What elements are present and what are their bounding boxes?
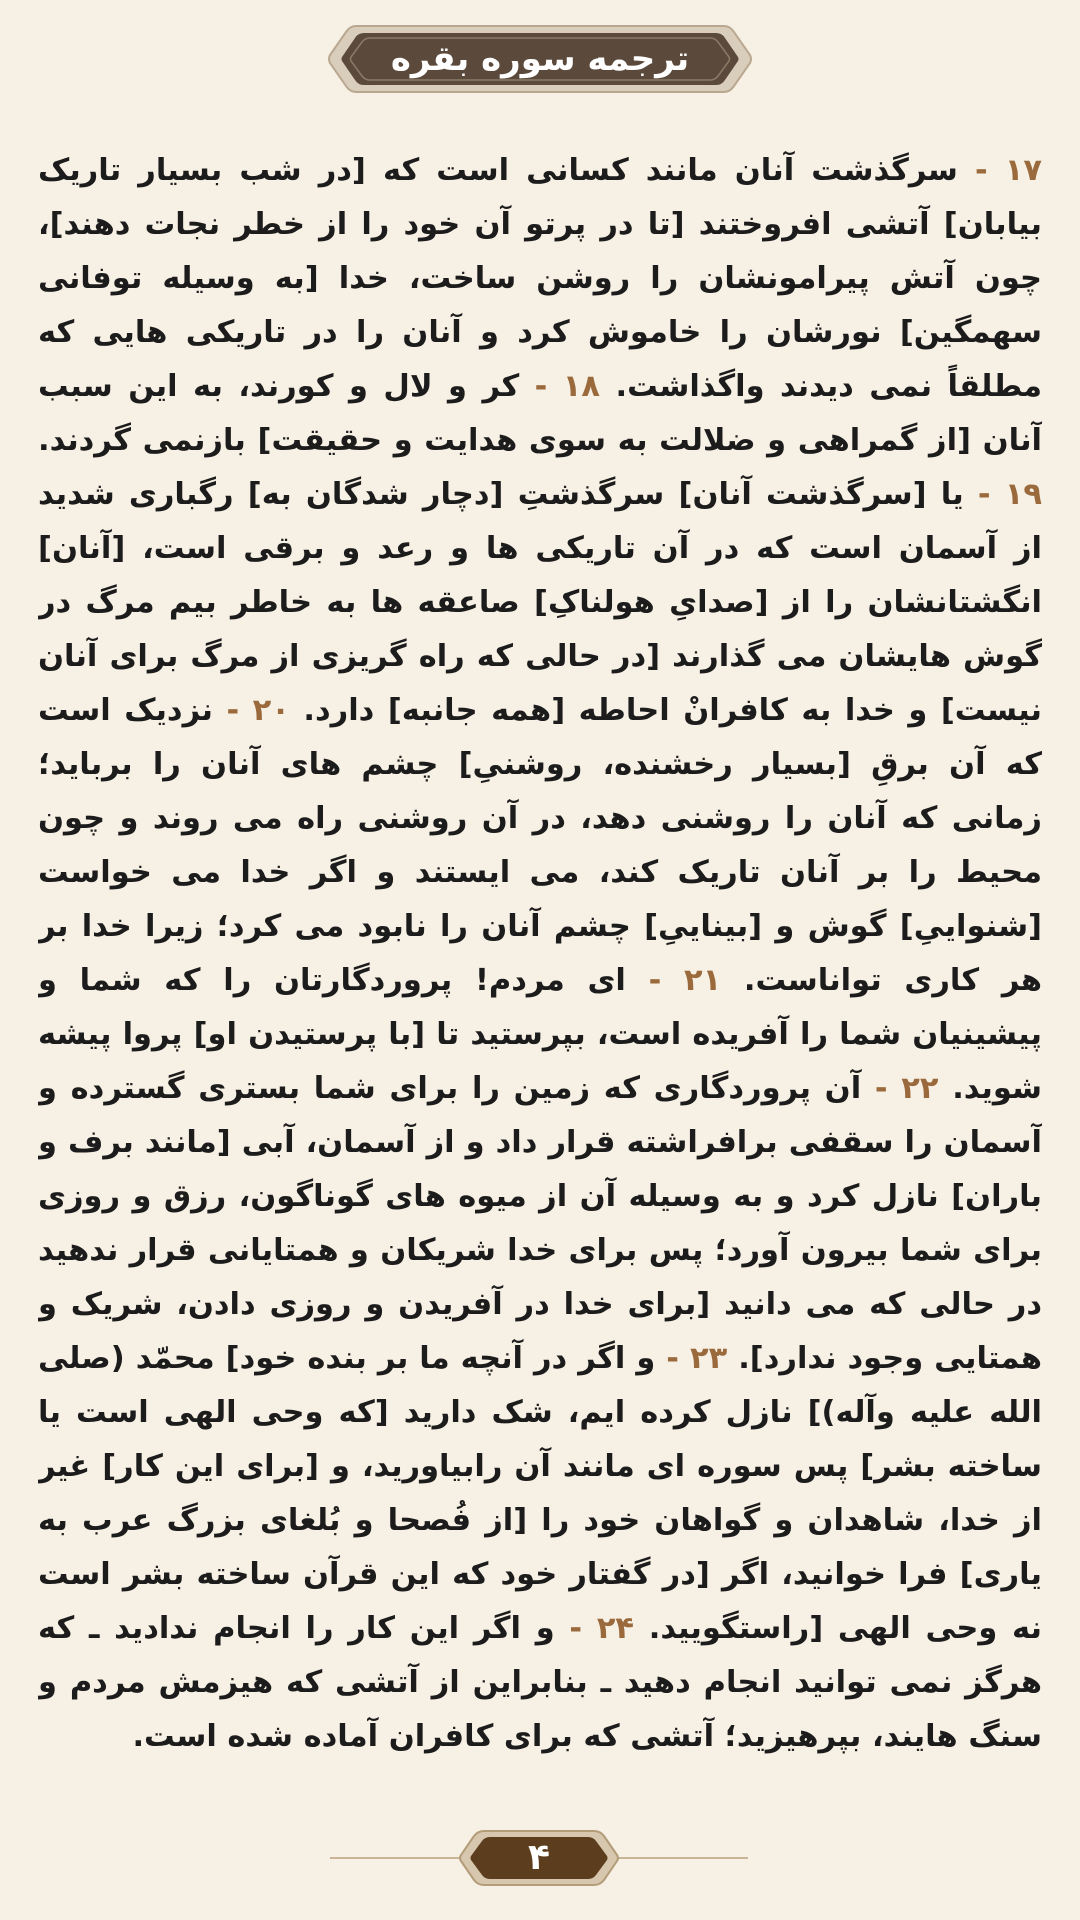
verse-text: آن پروردگاری که زمین را برای شما بستری گسترده و آسمان را سقفی برافراشته قرار داد و از آسمان، آبی [مانند برف و باران] نازل کرد و به وسیله آن از میوه های گوناگون، رزق و روزی برای شما بیرون آورد؛ پس برای خدا شریکان و همتایانی قرار ندهید در حالی که می دانید [برای خدا در آفریدن و روزی دادن، شریک و همتایی وجود ندارد]. xyxy=(38,1071,1042,1376)
verse-number: ۲۰ xyxy=(252,693,290,728)
verse-text: نزدیک است که آن برقِ [بسیار رخشنده، روشنیِ] چشم های آنان را برباید؛ زمانی که آنان را روشنی دهد، در آن روشنی راه می روند و چون محیط را بر آنان تاریک کند، می ایستند و اگر خدا می خواست [شنواییِ] گوش و [بیناییِ] چشم آنان را نابود می کرد؛ زیرا خدا بر هر کاری تواناست. xyxy=(38,693,1042,998)
page-number-badge xyxy=(458,1828,620,1888)
verse-number: ۲۴ xyxy=(596,1611,635,1646)
verse-text: و اگر در آنچه ما بر بنده خود] محمّد (صلی الله علیه وآله)] نازل کرده ایم، شک دارید [که وحی الهی است یا ساخته بشر] پس سوره ای مانند آن رابیاورید، و [برای این کار] غیر از خدا، شاهدان و گواهان خود را [از فُصحا و بُلغای بزرگ عرب به یاری] فرا خوانید، اگر [در گفتار خود که این قرآن ساخته بشر است نه وحی الهی [راستگویید. xyxy=(38,1341,1042,1646)
footer-divider-left xyxy=(330,1857,460,1859)
footer-divider-right xyxy=(618,1857,748,1859)
surah-title-banner xyxy=(326,22,754,96)
verse-text: کر و لال و کورند، به این سبب آنان [از گمراهی و ضلالت به سوی هدایت و حقیقت] بازنمی گردند. xyxy=(38,369,1042,458)
translation-text: ۱۷ - سرگذشت آنان مانند کسانی است که [در شب بسیار تاریک بیابان] آتشی افروختند [تا در پرتو آن خود را از خطر نجات دهند]، چون آتش پیرامونشان را روشن ساخت، خدا [به وسیله توفانی سهمگین] نورشان را خاموش کرد و آنان را در تاریکی هایی که مطلقاً نمی دیدند واگذاشت. ۱۸ - کر و لال و کورند، به این سبب آنان [از گمراهی و ضلالت به سوی هدایت و حقیقت] بازنمی گردند. ۱۹ - یا [سرگذشت آنان] سرگذشتِ [دچار شدگان به] رگباری شدید از آسمان است که در آن تاریکی ها و رعد و برقی است، [آنان] انگشتانشان را از [صدایِ هولناکِ] صاعقه ها به خاطر بیم مرگ در گوش هایشان می گذارند [در حالی که راه گریزی از مرگ برای آنان نیست] و خدا به کافرانْ احاطه [همه جانبه] دارد. ۲۰ - نزدیک است که آن برقِ [بسیار رخشنده، روشنیِ] چشم های آنان را برباید؛ زمانی که آنان را روشنی دهد، در آن روشنی راه می روند و چون محیط را بر آنان تاریک کند، می ایستند و اگر خدا می خواست [شنواییِ] گوش و [بیناییِ] چشم آنان را نابود می کرد؛ زیرا خدا بر هر کاری تواناست. ۲۱ - ای مردم! پروردگارتان را که شما و پیشینیان شما را آفریده است، بپرستید تا [با پرستیدن او] پروا پیشه شوید. ۲۲ - آن پروردگاری که زمین را برای شما بستری گسترده و آسمان را سقفی برافراشته قرار داد و از آسمان، آبی [مانند برف و باران] نازل کرد و به وسیله آن از میوه های گوناگون، رزق و روزی برای شما بیرون آورد؛ پس برای خدا شریکان و همتایانی قرار ندهید در حالی که می دانید [برای خدا در آفریدن و روزی دادن، شریک و همتایی وجود ندارد]. ۲۳ - و اگر در آنچه ما بر بنده خود] محمّد (صلی الله علیه وآله)] نازل کرده ایم، شک دارید [که وحی الهی است یا ساخته بشر] پس سوره ای مانند آن رابیاورید، و [برای این کار] غیر از خدا، شاهدان و گواهان خود را [از فُصحا و بُلغای بزرگ عرب به یاری] فرا خوانید، اگر [در گفتار خود که این قرآن ساخته بشر است نه وحی الهی [راستگویید. ۲۴ - و اگر این کار را انجام ندادید ـ که هرگز نمی توانید انجام دهید ـ بنابراین از آتشی که هیزمش مردم و سنگ هایند، بپرهیزید؛ آتشی که برای کافران آماده شده است. xyxy=(38,153,1042,1754)
verse-text: ای مردم! پروردگارتان را که شما و پیشینیان شما را آفریده است، بپرستید تا [با پرستیدن او] پروا پیشه شوید. xyxy=(38,963,1042,1106)
verse-number: ۲۱ xyxy=(683,963,722,998)
page-number: ۴ xyxy=(528,1837,550,1878)
verse-number: ۱۹ xyxy=(1004,477,1042,512)
verse-number: ۱۸ xyxy=(562,369,601,404)
verse-text: و اگر این کار را انجام ندادید ـ که هرگز نمی توانید انجام دهید ـ بنابراین از آتشی که هیزمش مردم و سنگ هایند، بپرهیزید؛ آتشی که برای کافران آماده شده است. xyxy=(38,1611,1042,1754)
verse-text: یا [سرگذشت آنان] سرگذشتِ [دچار شدگان به] رگباری شدید از آسمان است که در آن تاریکی ها و رعد و برقی است، [آنان] انگشتانشان را از [صدایِ هولناکِ] صاعقه ها به خاطر بیم مرگ در گوش هایشان می گذارند [در حالی که راه گریزی از مرگ برای آنان نیست] و خدا به کافرانْ احاطه [همه جانبه] دارد. xyxy=(38,477,1042,728)
verse-number: ۲۳ xyxy=(689,1341,728,1376)
page-title: ترجمه سوره بقره xyxy=(390,39,690,79)
verse-text: سرگذشت آنان مانند کسانی است که [در شب بسیار تاریک بیابان] آتشی افروختند [تا در پرتو آن خود را از خطر نجات دهند]، چون آتش پیرامونشان را روشن ساخت، خدا [به وسیله توفانی سهمگین] نورشان را خاموش کرد و آنان را در تاریکی هایی که مطلقاً نمی دیدند واگذاشت. xyxy=(38,153,1042,404)
verse-number: ۱۷ xyxy=(1004,153,1042,188)
verse-number: ۲۲ xyxy=(901,1071,939,1106)
